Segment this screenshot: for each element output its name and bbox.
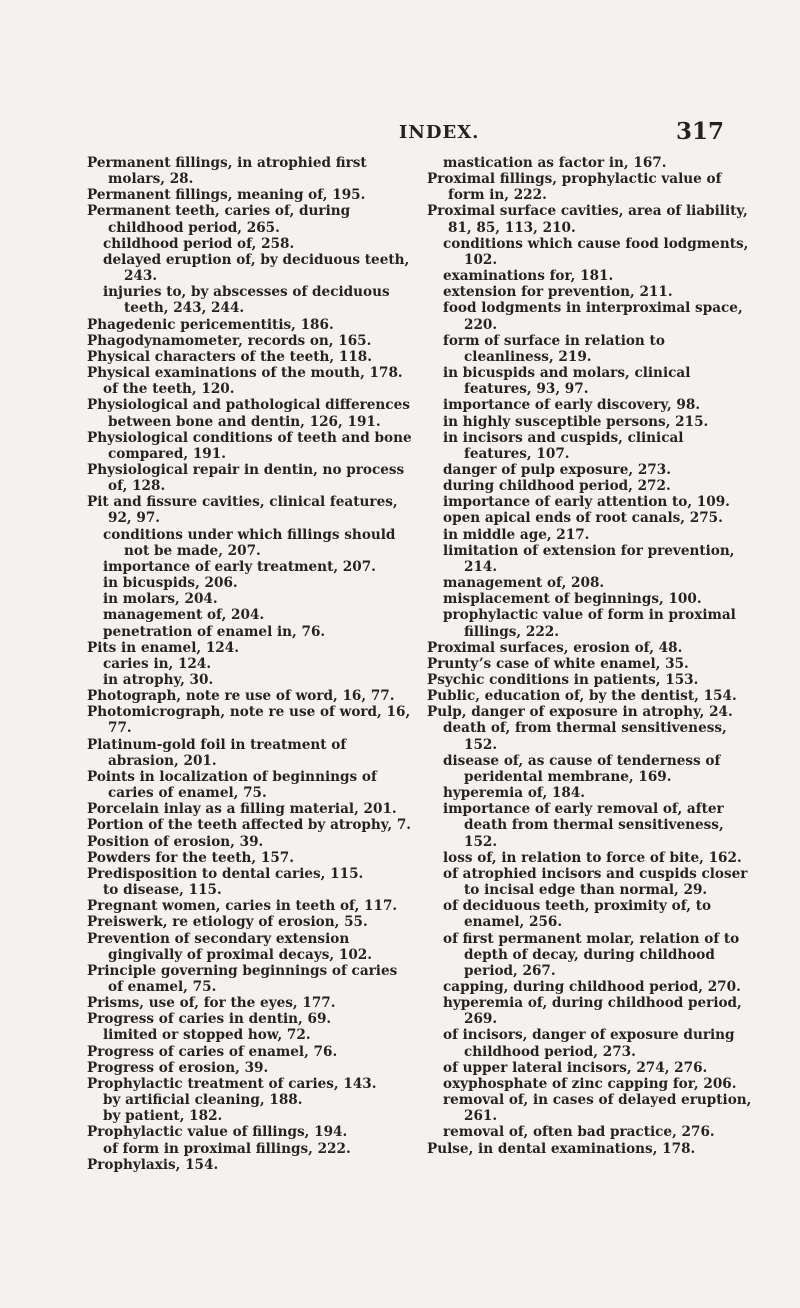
- index-entry: Physiological conditions of teeth and bone compared, 191.: [87, 429, 412, 462]
- index-subentry: management of, 208.: [443, 575, 605, 592]
- left-index-column: [87, 155, 412, 1173]
- index-entry: Physical characters of the teeth, 118.: [87, 348, 372, 365]
- index-entry: Permanent fillings, meaning of, 195.: [87, 187, 366, 204]
- index-subentry: during childhood period, 272.: [443, 478, 671, 495]
- index-subentry: by artificial cleaning, 188.: [103, 1092, 303, 1109]
- index-subentry: in middle age, 217.: [443, 526, 590, 543]
- index-entry: Physical examinations of the mouth, 178.: [87, 365, 403, 382]
- index-subentry: of atrophied incisors and cuspids closer to incisal edge than normal, 29.: [443, 865, 748, 899]
- index-subentry: of deciduous teeth, proximity of, to enamel, 256.: [443, 898, 712, 931]
- index-subentry: delayed eruption of, by deciduous teeth, 243.: [103, 251, 410, 285]
- index-subentry: in bicuspids and molars, clinical features, 93, 97.: [443, 365, 691, 398]
- index-subentry: form of surface in relation to cleanliness, 219.: [443, 332, 665, 365]
- right-index-column: [427, 155, 752, 1157]
- index-subentry: injuries to, by abscesses of deciduous teeth, 243, 244.: [103, 284, 390, 317]
- index-subentry: hyperemia of, during childhood period, 269.: [443, 995, 742, 1028]
- index-entry: Progress of caries of enamel, 76.: [87, 1043, 338, 1060]
- index-entry: Public, education of, by the dentist, 154.: [427, 688, 737, 705]
- index-subentry: mastication as factor in, 167.: [443, 155, 667, 171]
- index-entry: Preiswerk, re etiology of erosion, 55.: [87, 914, 368, 931]
- index-subentry: hyperemia of, 184.: [443, 785, 586, 802]
- index-subentry: conditions under which fillings should not be made, 207.: [103, 526, 396, 559]
- index-subentry: in highly susceptible persons, 215.: [443, 413, 709, 430]
- index-entry: Proximal fillings, prophylactic value of form in, 222.: [427, 171, 722, 204]
- index-subentry: danger of pulp exposure, 273.: [443, 461, 671, 478]
- index-entry: Proximal surfaces, erosion of, 48.: [427, 639, 683, 656]
- index-entry: Points in localization of beginnings of caries of enamel, 75.: [87, 768, 377, 802]
- index-subentry: of incisors, danger of exposure during childhood period, 273.: [443, 1027, 735, 1060]
- index-subentry: importance of early treatment, 207.: [103, 558, 376, 575]
- index-subentry: misplacement of beginnings, 100.: [443, 591, 702, 608]
- index-subentry: conditions which cause food lodgments, 102.: [443, 235, 749, 268]
- index-subentry: disease of, as cause of tenderness of peridental membrane, 169.: [443, 752, 721, 785]
- index-entry: Permanent teeth, caries of, during childhood period, 265.: [87, 203, 351, 236]
- index-entry: Progress of erosion, 39.: [87, 1059, 269, 1076]
- index-subentry: of the teeth, 120.: [103, 381, 235, 398]
- index-entry: Predisposition to dental caries, 115.: [87, 865, 364, 882]
- index-subentry: childhood period of, 258.: [103, 235, 295, 252]
- index-subentry: by patient, 182.: [103, 1108, 223, 1125]
- index-entry: Proximal surface cavities, area of liability, 81, 85, 113, 210.: [427, 203, 748, 236]
- index-subentry: removal of, in cases of delayed eruption, 261.: [443, 1092, 752, 1125]
- index-subentry: caries in, 124.: [103, 655, 212, 672]
- index-subentry: prophylactic value of form in proximal fillings, 222.: [443, 607, 736, 640]
- index-subentry: loss of, in relation to force of bite, 162.: [443, 849, 742, 866]
- index-subentry: importance of early discovery, 98.: [443, 397, 701, 414]
- index-subentry: extension for prevention, 211.: [443, 284, 673, 301]
- index-subentry: management of, 204.: [103, 607, 265, 624]
- index-subentry: in incisors and cuspids, clinical features, 107.: [443, 429, 684, 462]
- index-entry: Pregnant women, caries in teeth of, 117.: [87, 898, 398, 915]
- index-entry: Powders for the teeth, 157.: [87, 849, 294, 866]
- index-subentry: importance of early removal of, after death from thermal sensitiveness, 152.: [443, 801, 724, 850]
- page-number: 317: [676, 118, 725, 145]
- index-subentry: penetration of enamel in, 76.: [103, 623, 326, 640]
- index-entry: Photograph, note re use of word, 16, 77.: [87, 688, 395, 705]
- index-subentry: of upper lateral incisors, 274, 276.: [443, 1059, 708, 1076]
- index-entry: Phagedenic pericementitis, 186.: [87, 316, 334, 333]
- index-entry: Physiological and pathological differences between bone and dentin, 126, 191.: [87, 397, 410, 430]
- page-header: [0, 112, 800, 152]
- index-entry: Pulp, danger of exposure in atrophy, 24.: [427, 704, 733, 721]
- index-entry: Pits in enamel, 124.: [87, 639, 239, 656]
- index-entry: Portion of the teeth affected by atrophy, 7.: [87, 817, 412, 834]
- index-entry: Phagodynamometer, records on, 165.: [87, 332, 372, 349]
- index-subentry: limitation of extension for prevention, 214.: [443, 542, 735, 575]
- index-entry: Porcelain inlay as a filling material, 201.: [87, 801, 397, 818]
- index-entry: Prisms, use of, for the eyes, 177.: [87, 995, 336, 1012]
- index-entry: Position of erosion, 39.: [87, 833, 264, 850]
- index-subentry: in molars, 204.: [103, 591, 218, 608]
- index-subentry: capping, during childhood period, 270.: [443, 978, 741, 995]
- index-entry: Prophylaxis, 154.: [87, 1156, 219, 1173]
- index-entry: Psychic conditions in patients, 153.: [427, 672, 699, 688]
- index-subentry: in atrophy, 30.: [103, 672, 214, 688]
- index-subentry: of first permanent molar, relation of to depth of decay, during childhood period, 267.: [443, 930, 740, 979]
- index-subentry: in bicuspids, 206.: [103, 575, 238, 592]
- index-subentry: examinations for, 181.: [443, 268, 614, 285]
- index-subentry: open apical ends of root canals, 275.: [443, 510, 723, 527]
- index-entry: Platinum-gold foil in treatment of abrasion, 201.: [87, 736, 347, 769]
- index-subentry: of form in proximal fillings, 222.: [103, 1140, 351, 1157]
- index-subentry: removal of, often bad practice, 276.: [443, 1124, 715, 1141]
- index-subentry: to disease, 115.: [103, 882, 222, 899]
- index-subentry: oxyphosphate of zinc capping for, 206.: [443, 1075, 737, 1092]
- index-entry: Progress of caries in dentin, 69.: [87, 1011, 332, 1028]
- index-entry: Prevention of secondary extension gingivally of proximal decays, 102.: [87, 930, 372, 963]
- index-entry: Principle governing beginnings of caries of enamel, 75.: [87, 962, 398, 995]
- index-subentry: importance of early attention to, 109.: [443, 494, 730, 511]
- page-title: INDEX.: [399, 122, 480, 143]
- index-entry: Prophylactic treatment of caries, 143.: [87, 1075, 377, 1092]
- index-entry: Prunty’s case of white enamel, 35.: [427, 655, 689, 672]
- index-entry: Permanent fillings, in atrophied first molars, 28.: [87, 155, 367, 188]
- index-entry: Photomicrograph, note re use of word, 16, 77.: [87, 704, 411, 737]
- index-entry: Prophylactic value of fillings, 194.: [87, 1124, 348, 1141]
- index-entry: Pulse, in dental examinations, 178.: [427, 1140, 696, 1157]
- index-entry: Physiological repair in dentin, no process of, 128.: [87, 461, 405, 495]
- index-entry: Pit and fissure cavities, clinical features, 92, 97.: [87, 494, 398, 527]
- index-subentry: limited or stopped how, 72.: [103, 1027, 311, 1044]
- index-subentry: food lodgments in interproximal space, 220.: [443, 300, 743, 333]
- index-subentry: death of, from thermal sensitiveness, 152.: [443, 720, 727, 753]
